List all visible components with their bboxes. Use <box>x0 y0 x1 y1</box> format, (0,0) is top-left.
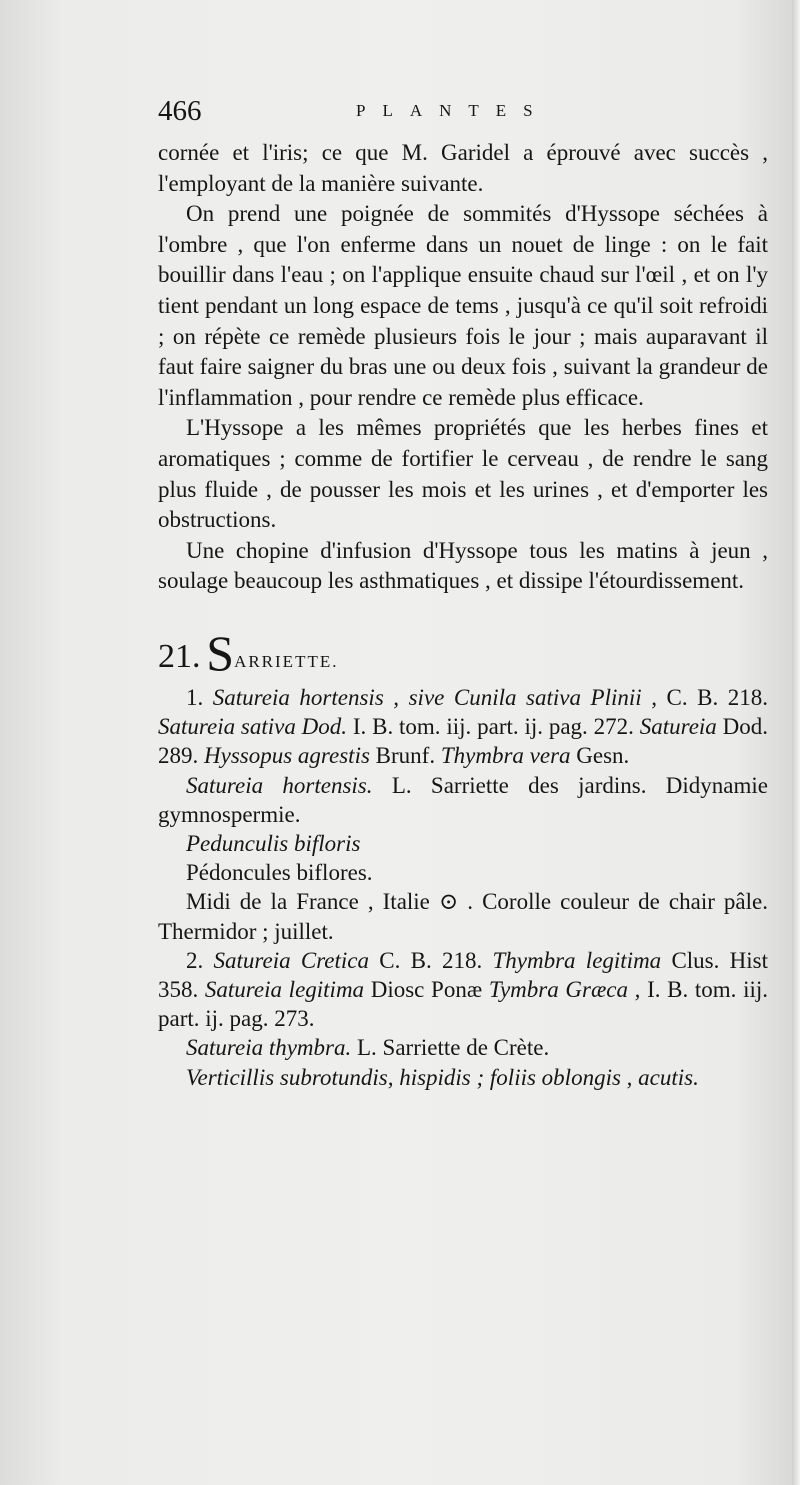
page-header <box>158 95 758 135</box>
entry-diagnosis <box>158 1063 768 1092</box>
entry-italic: Satureia hortensis. <box>186 772 373 798</box>
section-number: 21. <box>158 637 201 675</box>
entry-text: L. Sarriette de Crète. <box>351 1035 550 1061</box>
body-text <box>158 138 768 1092</box>
paragraph: cornée et l'iris; ce que M. Garidel a éprouvé avec succès , l'employant de la manière suivante. <box>158 140 768 196</box>
entry-text: C. B. 218. <box>656 684 769 710</box>
entry-italic: Satureia thymbra. <box>186 1035 352 1061</box>
entry-italic: Satureia hortensis , sive Cunila sativa Plinii , <box>212 684 657 710</box>
paragraph: Une chopine d'infusion d'Hyssope tous les matins à jeun , soulage beaucoup les asthmatiques , et dissipe l'étourdissement. <box>158 537 768 594</box>
entry-text: 2. <box>186 947 214 973</box>
entry-italic: Satureia legitima <box>204 976 365 1002</box>
entry-text: Gesn. <box>570 743 630 769</box>
entry-text: L. Sarriette des jardins. Didynamie gymnospermie. <box>158 772 768 827</box>
entry-italic: Thymbra vera <box>440 743 571 769</box>
section-initial: S <box>206 624 235 681</box>
entry-italic: Tymbra Græca , <box>488 976 641 1002</box>
entry-text: C. B. 218. <box>369 947 493 973</box>
entry-italic: Satureia sativa Dod. <box>158 714 348 740</box>
entry-italic: Pedunculis bifloris <box>186 830 361 856</box>
entry-text: I. B. tom. iij. part. ij. pag. 273. <box>158 976 769 1032</box>
entry-italic: Verticillis subrotundis, hispidis ; foliis oblongis , acutis. <box>186 1064 699 1090</box>
entry-text: Dod. 289. <box>158 714 768 769</box>
running-title: PLANTES <box>356 101 550 120</box>
species-entries <box>158 683 768 1092</box>
entry-text: Clus. Hist 358. <box>158 947 768 1002</box>
entry-synonyms <box>158 683 768 771</box>
entry-italic: Satureia Cretica <box>213 947 369 973</box>
entry-text: Brunf. <box>369 743 441 769</box>
entry-diagnosis <box>158 829 768 858</box>
entry-habitat <box>158 887 768 945</box>
entry-translation <box>158 858 768 887</box>
entry-italic: Thymbra legitima <box>492 947 662 973</box>
paragraph: L'Hyssope a les mêmes propriétés que les herbes fines et aromatiques ; comme de fortifier le cerveau , de rendre le sang plus fluide , de pousser les mois et les urines , et d'emporter les obstructions. <box>158 415 768 533</box>
page-number: 466 <box>158 95 202 127</box>
entry-text: Pédoncules biflores. <box>186 860 373 886</box>
entry-text: 1. <box>186 684 213 710</box>
page-edge <box>792 0 800 1485</box>
entry-text: I. B. tom. iij. part. ij. pag. 272. <box>347 714 640 740</box>
entry-italic: Satureia <box>639 714 717 740</box>
entry-italic: Hyssopus agrestis <box>204 743 370 769</box>
section-title: ARRIETTE. <box>234 651 339 671</box>
entry-linnaean <box>158 1033 768 1062</box>
entry-text: Midi de la France , Italie ⊙ . Corolle couleur de chair pâle. Thermidor ; juillet. <box>158 889 768 944</box>
section-heading <box>158 625 768 681</box>
paragraph: On prend une poignée de sommités d'Hyssope séchées à l'ombre , que l'on enferme dans un nouet de linge : on le fait bouillir dans l'eau ; on l'applique ensuite chaud sur l'œil , et on l'y tient pendant un long espace de tems , jusqu'à ce qu'il soit refroidi ; on répète ce remède plusieurs fois le jour ; mais auparavant il faut faire saigner du bras une ou deux fois , suivant la grandeur de l'inflammation , pour rendre ce remède plus efficace. <box>158 201 768 410</box>
entry-linnaean <box>158 771 768 829</box>
entry-text: Diosc Ponæ <box>364 976 489 1002</box>
entry-synonyms <box>158 946 768 1034</box>
